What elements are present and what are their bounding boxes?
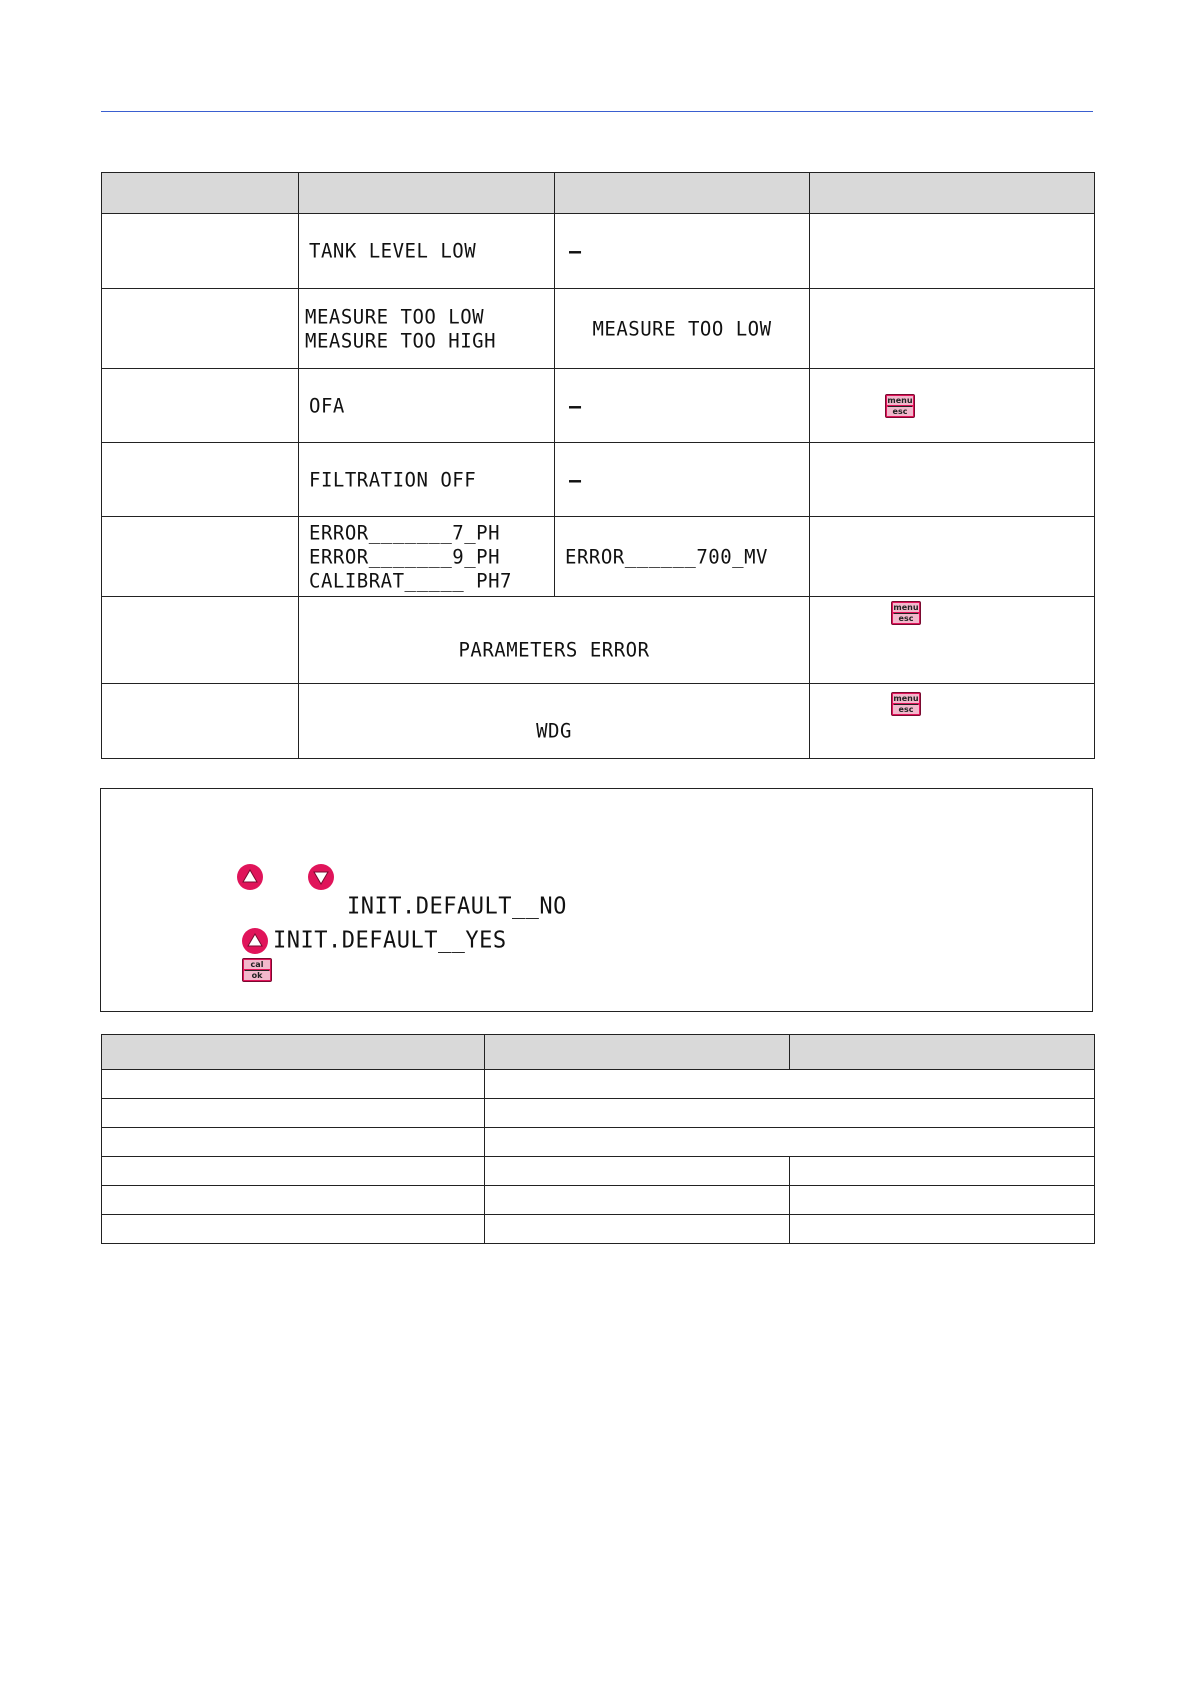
down-arrow-icon	[308, 864, 334, 890]
table-row	[102, 1186, 1095, 1215]
defaults-table	[101, 1034, 1095, 1244]
lcd-init-default-yes: INIT.DEFAULT__YES	[273, 927, 507, 954]
lcd-init-default-no: INIT.DEFAULT__NO	[347, 893, 567, 920]
menu-esc-key-icon	[891, 692, 921, 716]
table-cell	[485, 1186, 790, 1215]
header-cell	[790, 1035, 1095, 1070]
header-cell	[810, 173, 1095, 214]
table-row	[102, 1070, 1095, 1099]
table-cell	[485, 1099, 1095, 1128]
table-cell	[102, 1070, 485, 1099]
table-row	[102, 1215, 1095, 1244]
cal-ok-key-icon	[242, 958, 272, 982]
alarm-cause	[102, 289, 299, 369]
key-label-bottom: ok	[244, 971, 270, 980]
table-cell	[790, 1215, 1095, 1244]
lcd-text: ERROR______700_MV	[565, 544, 768, 569]
alarm-cause	[102, 369, 299, 443]
alarm-cause	[102, 684, 299, 759]
table-row	[102, 443, 1095, 517]
table-row	[102, 214, 1095, 289]
key-label-top: menu	[893, 694, 919, 703]
lcd-text: FILTRATION OFF	[309, 467, 477, 492]
header-cell	[299, 173, 555, 214]
table-cell	[790, 1186, 1095, 1215]
table-cell	[102, 1099, 485, 1128]
lcd-text: MEASURE TOO LOW	[305, 304, 485, 329]
key-label-top: menu	[893, 603, 919, 612]
alarm-secondary: –	[555, 443, 810, 517]
alarm-cause	[102, 517, 299, 597]
table-row	[102, 517, 1095, 597]
alarm-action	[810, 289, 1095, 369]
alarm-cause	[102, 214, 299, 289]
table-cell	[485, 1128, 1095, 1157]
alarm-cause	[102, 597, 299, 684]
alarm-action	[810, 684, 1095, 759]
header-cell	[485, 1035, 790, 1070]
table-cell	[102, 1128, 485, 1157]
lcd-text: PARAMETERS ERROR	[458, 638, 650, 662]
alarm-display	[299, 443, 555, 517]
alarm-secondary: –	[555, 369, 810, 443]
table-row	[102, 684, 1095, 759]
alarm-display	[299, 214, 555, 289]
up-arrow-icon	[237, 864, 263, 890]
table-row	[102, 369, 1095, 443]
key-label-bottom: esc	[887, 407, 913, 416]
alarm-display	[299, 517, 555, 597]
table-cell	[102, 1186, 485, 1215]
alarm-table	[101, 172, 1095, 759]
alarm-secondary: –	[555, 214, 810, 289]
defaults-table-header	[102, 1035, 1095, 1070]
lcd-text: WDG	[536, 719, 572, 743]
header-cell	[102, 173, 299, 214]
alarm-display-merged	[299, 597, 810, 684]
reset-instructions-box	[100, 788, 1093, 1012]
alarm-display	[299, 289, 555, 369]
alarm-action	[810, 443, 1095, 517]
up-arrow-icon	[242, 928, 268, 954]
menu-esc-key-icon	[891, 601, 921, 625]
alarm-display-merged	[299, 684, 810, 759]
menu-esc-key-icon	[885, 394, 915, 418]
key-label-top: cal	[244, 960, 270, 969]
alarm-action	[810, 517, 1095, 597]
table-row	[102, 1099, 1095, 1128]
alarm-display	[299, 369, 555, 443]
table-row	[102, 1157, 1095, 1186]
key-label-top: menu	[887, 395, 913, 405]
table-cell	[102, 1215, 485, 1244]
table-row	[102, 289, 1095, 369]
alarm-secondary	[555, 517, 810, 597]
alarm-table-header	[102, 173, 1095, 214]
key-label-bottom: esc	[893, 614, 919, 623]
alarm-action	[810, 214, 1095, 289]
lcd-text: MEASURE TOO HIGH	[305, 328, 497, 353]
table-row	[102, 597, 1095, 684]
lcd-text: CALIBRAT_____ PH7	[309, 568, 512, 593]
table-cell	[790, 1157, 1095, 1186]
lcd-text: MEASURE TOO LOW	[592, 316, 772, 341]
header-cell	[102, 1035, 485, 1070]
lcd-text: OFA	[309, 393, 345, 418]
header-cell	[555, 173, 810, 214]
header-rule	[101, 111, 1093, 112]
alarm-secondary	[555, 289, 810, 369]
table-cell	[485, 1157, 790, 1186]
lcd-text: ERROR_______7_PH	[309, 520, 501, 545]
lcd-text: TANK LEVEL LOW	[309, 239, 477, 263]
table-cell	[485, 1215, 790, 1244]
table-cell	[102, 1157, 485, 1186]
alarm-action	[810, 597, 1095, 684]
table-row	[102, 1128, 1095, 1157]
table-cell	[485, 1070, 1095, 1099]
alarm-cause	[102, 443, 299, 517]
key-label-bottom: esc	[893, 705, 919, 714]
lcd-text: ERROR_______9_PH	[309, 544, 501, 569]
alarm-action	[810, 369, 1095, 443]
